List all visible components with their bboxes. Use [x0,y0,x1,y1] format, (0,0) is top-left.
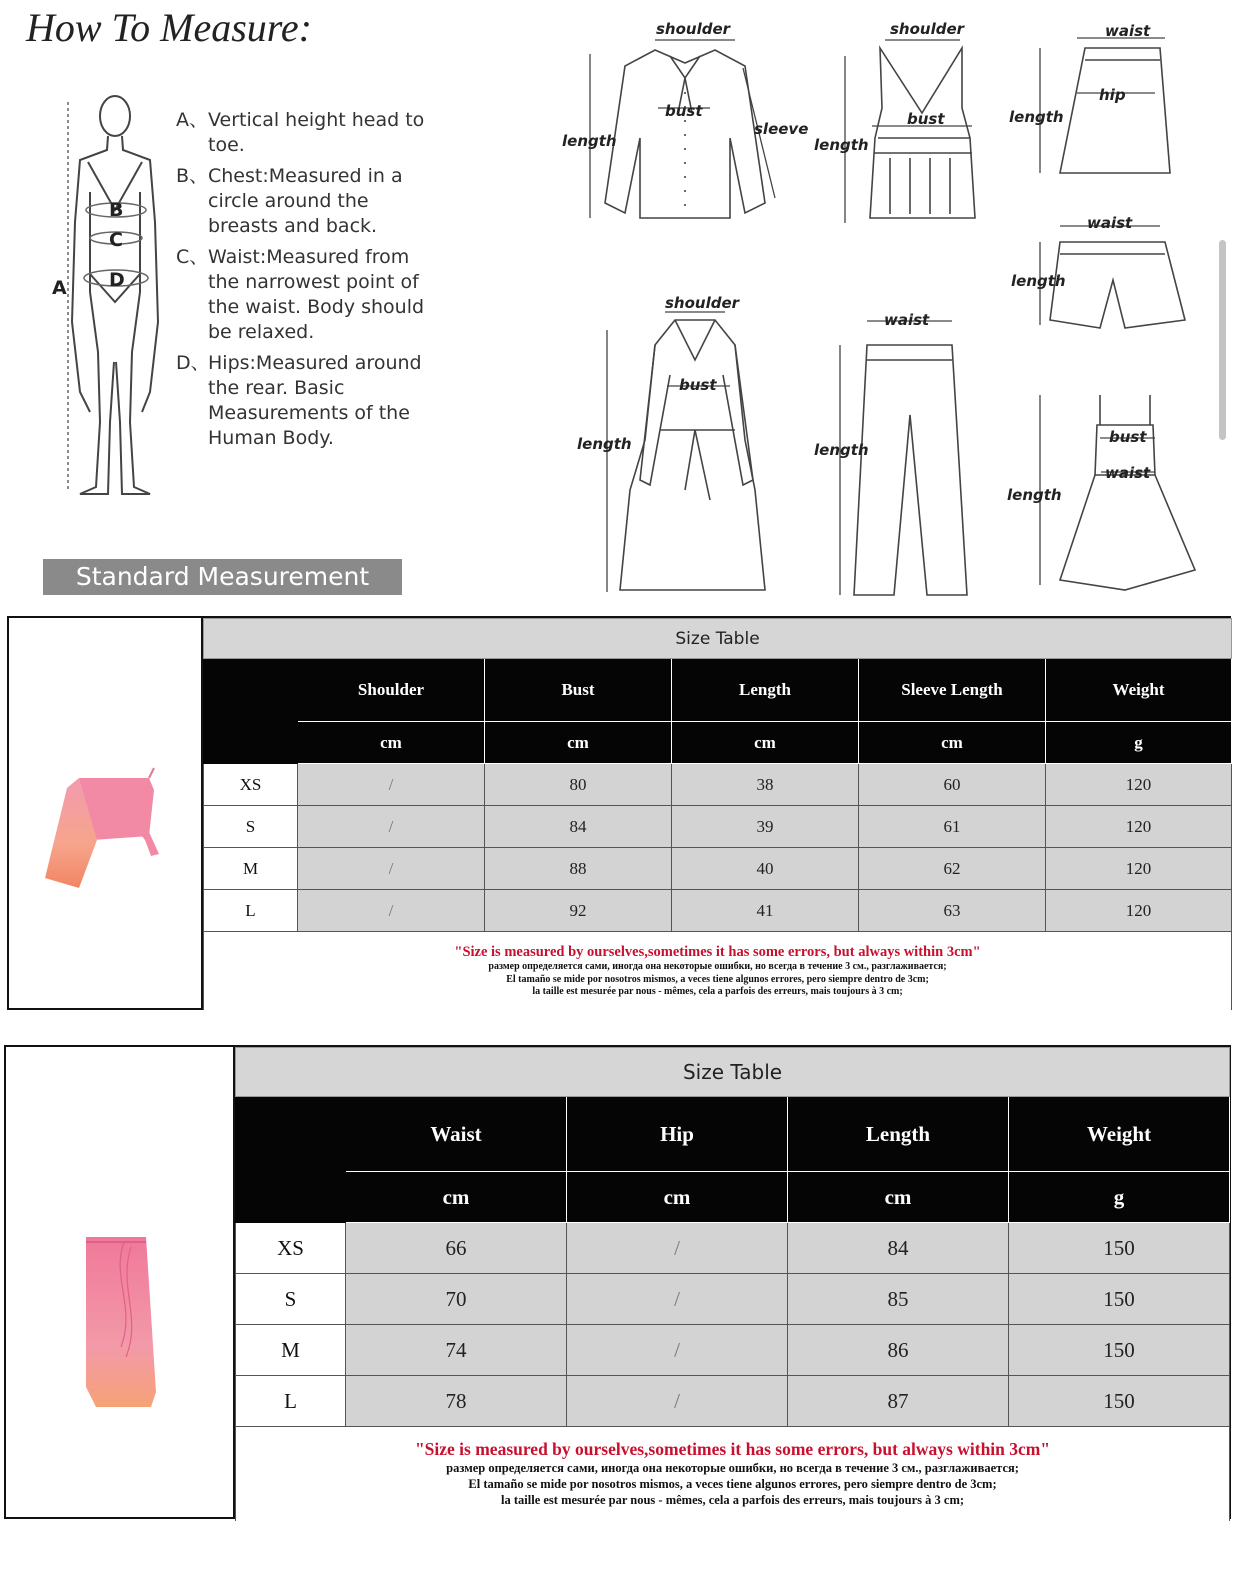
header-corner [236,1097,346,1172]
unit-header: cm [567,1172,788,1223]
shorts-length-label: length [1011,272,1066,290]
size-label: M [236,1325,346,1376]
size-label: L [204,890,298,932]
blouse-length-label: length [562,132,617,150]
size-label: XS [204,764,298,806]
unit-header: cm [672,722,859,764]
product-image-cell [9,618,203,1008]
shorts-diagram [1005,210,1190,335]
unit-corner [236,1172,346,1223]
skirt-diagram [1005,18,1185,188]
note-english: "Size is measured by ourselves,sometimes it has some errors, but always within 3cm" [454,943,981,960]
table-cell: 84 [788,1223,1009,1274]
table-note-row [204,932,1232,1010]
pants-diagram [812,305,982,600]
table-cell: 120 [1046,890,1232,932]
table-row [236,1223,1230,1274]
column-header: Length [672,659,859,722]
table-cell: / [567,1325,788,1376]
table-cell: 78 [346,1376,567,1427]
column-header: Sleeve Length [859,659,1046,722]
pants-waist-label: waist [884,311,930,329]
column-header: Waist [346,1097,567,1172]
table-cell: 61 [859,806,1046,848]
table-cell: 84 [485,806,672,848]
table-row [204,764,1232,806]
table-cell: / [567,1274,788,1325]
table-cell: 86 [788,1325,1009,1376]
table-cell: / [298,848,485,890]
table-cell: 150 [1009,1376,1230,1427]
table-note-row [236,1427,1230,1521]
ruched-skirt-photo [6,1047,235,1517]
table-cell: 40 [672,848,859,890]
table-cell: 88 [485,848,672,890]
table-cell: / [298,764,485,806]
dress-length-label: length [1007,486,1062,504]
table-cell: / [567,1223,788,1274]
figure-letter-d: D [109,269,125,291]
camisole-shoulder-label: shoulder [890,20,965,38]
instruction-letter: C、 [176,246,209,268]
table-cell: 60 [859,764,1046,806]
coat-diagram [575,290,785,600]
table-row [204,848,1232,890]
note-spanish: El tamaño se mide por nosotros mismos, a veces tiene algunos errores, pero siempre dentro de 3cm; [506,973,929,985]
camisole-diagram [810,18,1000,233]
table-cell: 74 [346,1325,567,1376]
table-cell: 38 [672,764,859,806]
blouse-bust-label: bust [665,102,703,120]
pants-length-label: length [814,441,869,459]
instruction-text: Vertical height head to toe. [208,109,425,156]
unit-corner [204,722,298,764]
skirt-waist-label: waist [1105,22,1151,40]
table-caption-row [204,619,1232,659]
table-cell: 120 [1046,806,1232,848]
body-figure-illustration [50,92,170,504]
table-row [236,1325,1230,1376]
table-cell: 66 [346,1223,567,1274]
table-cell: / [567,1376,788,1427]
standard-measurement-banner: Standard Measurement [43,559,402,595]
column-header: Hip [567,1097,788,1172]
table-row [204,890,1232,932]
instruction-item [176,351,426,451]
measurement-note [204,932,1232,1010]
note-french: la taille est mesurée par nous - mêmes, cela a parfois des erreurs, mais toujours à 3 cm; [532,986,903,998]
size-label: S [204,806,298,848]
figure-letter-a: A [52,277,67,299]
size-label: XS [236,1223,346,1274]
instruction-text: Chest:Measured in a circle around the breasts and back. [208,165,403,237]
instruction-item [176,245,426,345]
figure-letter-b: B [109,199,124,221]
coat-shoulder-label: shoulder [665,294,740,312]
table-row [236,1274,1230,1325]
measurement-note [236,1427,1230,1521]
table-header-row [204,659,1232,722]
unit-header: cm [346,1172,567,1223]
blouse-sleeve-label: sleeve [754,120,809,138]
note-english: "Size is measured by ourselves,sometimes it has some errors, but always within 3cm" [414,1439,1051,1460]
instruction-item [176,164,426,239]
table-unit-row [236,1172,1230,1223]
how-to-measure-section [0,0,1242,608]
header-corner [204,659,298,722]
table-cell: 62 [859,848,1046,890]
camisole-icon [810,18,1000,233]
size-table-bottom [235,1047,1230,1521]
note-spanish: El tamaño se mide por nosotros mismos, a veces tiene algunos errores, pero siempre dentro de 3cm; [468,1476,997,1491]
table-caption: Size Table [204,619,1232,659]
table-cell: 63 [859,890,1046,932]
unit-header: cm [485,722,672,764]
table-cell: 150 [1009,1274,1230,1325]
dress-waist-label: waist [1105,464,1151,482]
table-cell: 87 [788,1376,1009,1427]
coat-bust-label: bust [679,376,717,394]
camisole-length-label: length [814,136,869,154]
skirt-icon [1005,18,1185,188]
skirt-length-label: length [1009,108,1064,126]
dress-bust-label: bust [1109,428,1147,446]
dress-diagram [1005,390,1205,595]
table-cell: 92 [485,890,672,932]
measurement-instructions [176,108,426,457]
note-russian: размер определяется сами, иногда она некоторые ошибки, но всегда в течение 3 см., разглаживается; [488,961,947,973]
table-caption: Size Table [236,1048,1230,1097]
instruction-text: Waist:Measured from the narrowest point of the waist. Body should be relaxed. [208,246,425,343]
table-caption-row [236,1048,1230,1097]
unit-header: cm [298,722,485,764]
table-cell: 41 [672,890,859,932]
how-to-measure-title: How To Measure: [26,5,312,50]
table-cell: 150 [1009,1223,1230,1274]
blouse-diagram [560,18,810,233]
table-cell: 120 [1046,848,1232,890]
size-label: M [204,848,298,890]
column-header: Shoulder [298,659,485,722]
table-cell: 39 [672,806,859,848]
size-label: S [236,1274,346,1325]
camisole-bust-label: bust [907,110,945,128]
table-cell: 120 [1046,764,1232,806]
shorts-waist-label: waist [1087,214,1133,232]
unit-header: cm [788,1172,1009,1223]
blouse-shoulder-label: shoulder [656,20,731,38]
size-table-top [203,618,1232,1010]
table-cell: 85 [788,1274,1009,1325]
size-label: L [236,1376,346,1427]
table-row [204,806,1232,848]
instruction-letter: B、 [176,165,209,187]
column-header: Weight [1046,659,1232,722]
vertical-scrollbar[interactable] [1219,240,1226,440]
instruction-letter: D、 [176,352,210,374]
size-table-top-block [7,616,1231,1010]
unit-header: g [1009,1172,1230,1223]
skirt-hip-label: hip [1099,86,1126,104]
product-image-cell [6,1047,235,1517]
figure-letter-c: C [109,229,123,251]
column-header: Weight [1009,1097,1230,1172]
instruction-item [176,108,426,158]
size-table-bottom-block [4,1045,1231,1519]
table-cell: / [298,890,485,932]
instruction-text: Hips:Measured around the rear. Basic Measurements of the Human Body. [208,352,422,449]
unit-header: g [1046,722,1232,764]
table-cell: 70 [346,1274,567,1325]
table-row [236,1376,1230,1427]
note-french: la taille est mesurée par nous - mêmes, cela a parfois des erreurs, mais toujours à 3 cm; [501,1492,965,1507]
table-cell: 150 [1009,1325,1230,1376]
table-header-row [236,1097,1230,1172]
unit-header: cm [859,722,1046,764]
table-unit-row [204,722,1232,764]
table-cell: 80 [485,764,672,806]
coat-length-label: length [577,435,632,453]
table-cell: / [298,806,485,848]
column-header: Bust [485,659,672,722]
column-header: Length [788,1097,1009,1172]
one-shoulder-top-photo [9,618,203,1008]
note-russian: размер определяется сами, иногда она некоторые ошибки, но всегда в течение 3 см., разглаживается; [446,1461,1019,1476]
instruction-letter: A、 [176,109,208,131]
